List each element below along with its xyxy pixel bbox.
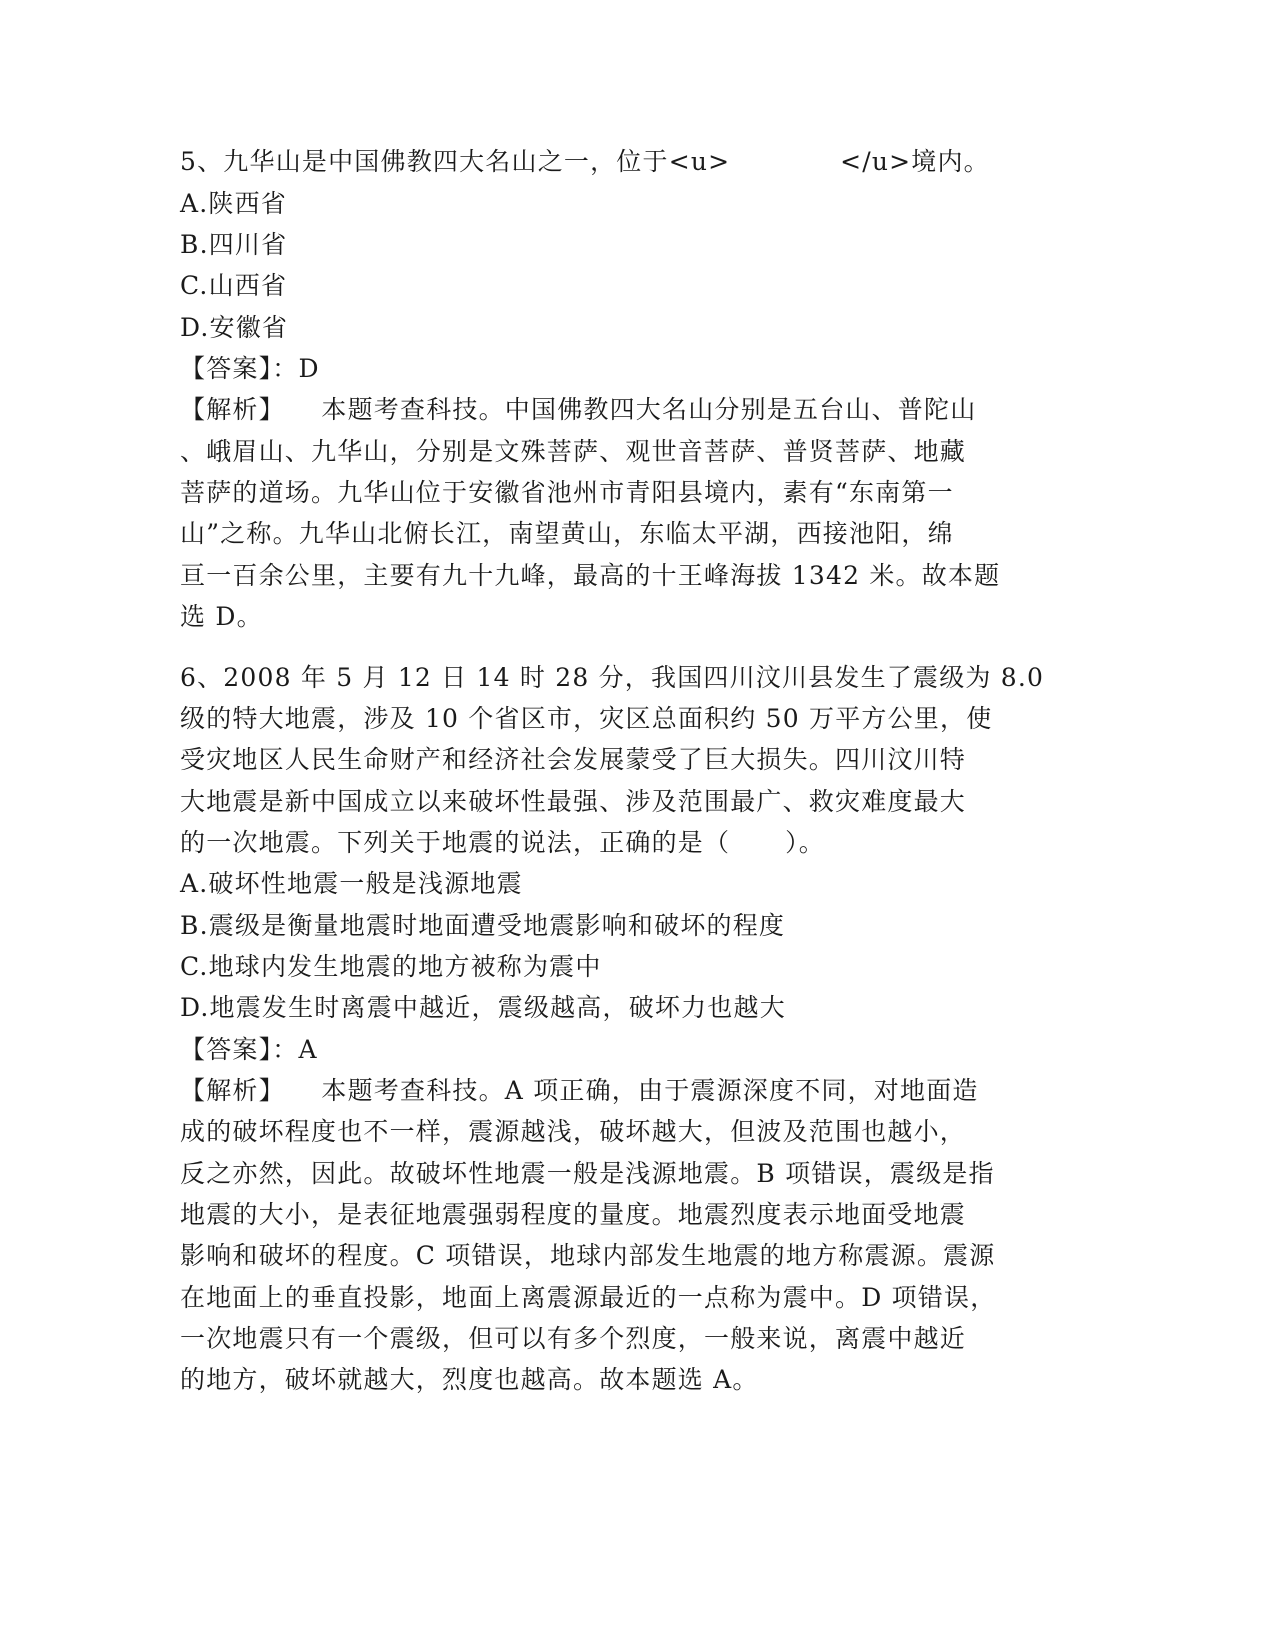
q6-analysis-line: 影响和破坏的程度。C 项错误，地球内部发生地震的地方称震源。震源 <box>180 1241 996 1270</box>
q6-analysis-line: 一次地震只有一个震级，但可以有多个烈度，一般来说，离震中越近 <box>180 1324 967 1353</box>
q5-option-a: A.陕西省 <box>180 189 288 218</box>
q6-stem-line: 受灾地区人民生命财产和经济社会发展蒙受了巨大损失。四川汶川特 <box>180 745 967 774</box>
q5-analysis-line: 【解析】 本题考查科技。中国佛教四大名山分别是五台山、普陀山 <box>180 395 977 424</box>
q6-stem-line: 6、2008 年 5 月 12 日 14 时 28 分，我国四川汶川县发生了震级为 8.0 <box>180 663 1045 692</box>
q5-analysis-line: 选 D。 <box>180 602 263 631</box>
q5-analysis-line: 、峨眉山、九华山，分别是文殊菩萨、观世音菩萨、普贤菩萨、地藏 <box>180 437 967 466</box>
q5-analysis-line: 山”之称。九华山北俯长江，南望黄山，东临太平湖，西接池阳，绵 <box>180 519 954 548</box>
q6-stem-line: 的一次地震。下列关于地震的说法，正确的是（ ）。 <box>180 828 825 857</box>
q5-option-d: D.安徽省 <box>180 313 289 342</box>
q6-stem-line: 级的特大地震，涉及 10 个省区市，灾区总面积约 50 万平方公里，使 <box>180 704 993 733</box>
q6-option-a: A.破坏性地震一般是浅源地震 <box>180 869 523 898</box>
q5-analysis-line: 亘一百余公里，主要有九十九峰，最高的十王峰海拔 1342 米。故本题 <box>180 561 1001 590</box>
q6-answer: 【答案】：A <box>180 1035 318 1064</box>
q5-analysis-line: 菩萨的道场。九华山位于安徽省池州市青阳县境内，素有“东南第一 <box>180 478 954 507</box>
q6-option-b: B.震级是衡量地震时地面遭受地震影响和破坏的程度 <box>180 911 786 940</box>
q5-stem: 5、九华山是中国佛教四大名山之一，位于<u> </u>境内。 <box>180 147 990 176</box>
q5-option-c: C.山西省 <box>180 271 288 300</box>
q6-stem-line: 大地震是新中国成立以来破坏性最强、涉及范围最广、救灾难度最大 <box>180 787 967 816</box>
q6-analysis-line: 成的破坏程度也不一样，震源越浅，破坏越大，但波及范围也越小， <box>180 1117 967 1146</box>
q5-answer: 【答案】：D <box>180 354 320 383</box>
q6-analysis-line: 【解析】 本题考查科技。A 项正确，由于震源深度不同，对地面造 <box>180 1076 979 1105</box>
q6-analysis-line: 在地面上的垂直投影，地面上离震源最近的一点称为震中。D 项错误， <box>180 1283 997 1312</box>
q6-option-d: D.地震发生时离震中越近，震级越高，破坏力也越大 <box>180 993 786 1022</box>
q6-option-c: C.地球内发生地震的地方被称为震中 <box>180 952 602 981</box>
q6-analysis-line: 反之亦然，因此。故破坏性地震一般是浅源地震。B 项错误，震级是指 <box>180 1159 995 1188</box>
q6-analysis-line: 的地方，破坏就越大，烈度也越高。故本题选 A。 <box>180 1365 759 1394</box>
q5-option-b: B.四川省 <box>180 230 288 259</box>
q6-analysis-line: 地震的大小，是表征地震强弱程度的量度。地震烈度表示地面受地震 <box>180 1200 967 1229</box>
